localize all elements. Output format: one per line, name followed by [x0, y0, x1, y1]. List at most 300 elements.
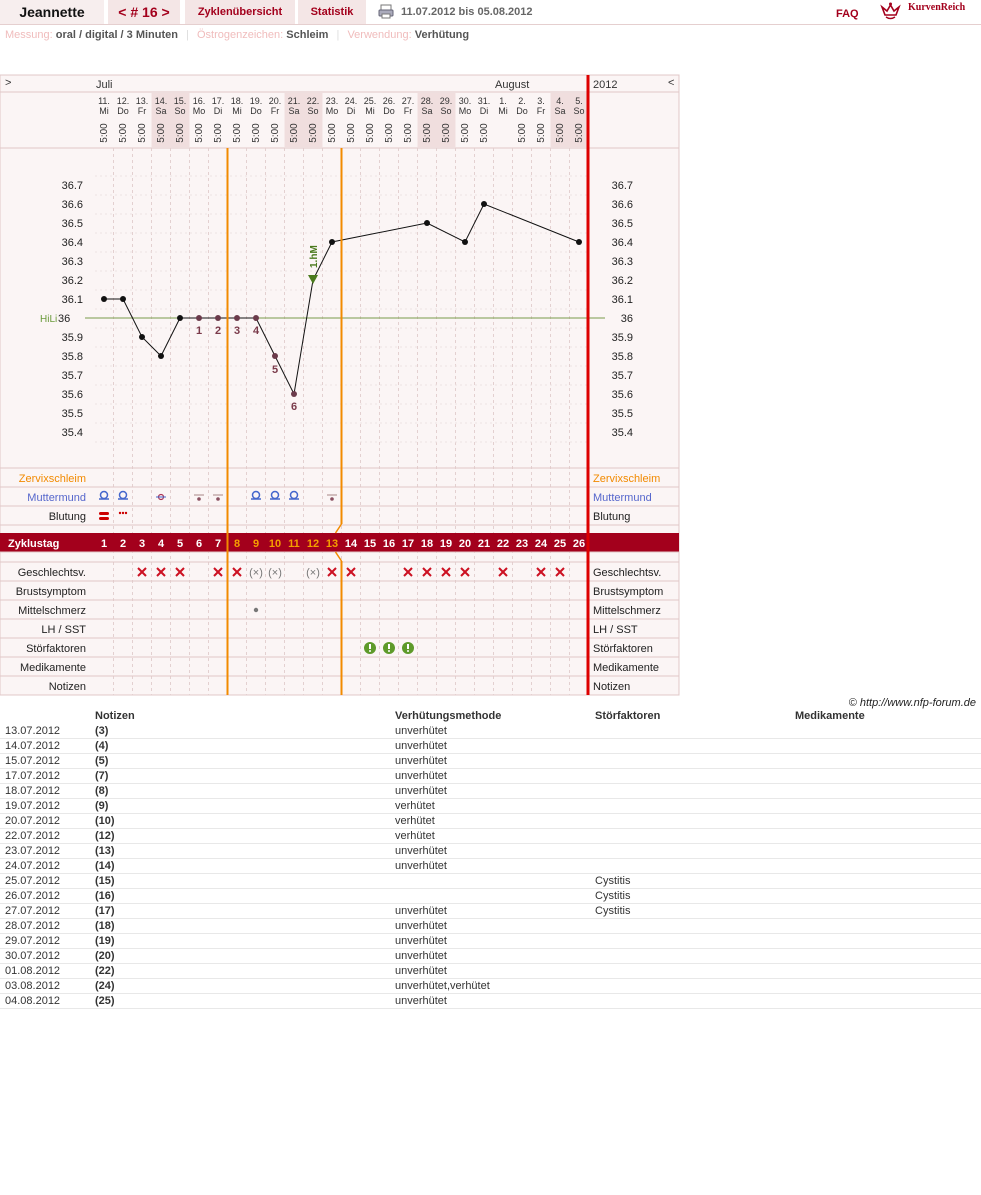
cycle-day-number: 5 [176, 538, 184, 550]
y-tick-label-right: 36.3 [611, 256, 633, 268]
measure-time: 5:00 [365, 123, 376, 143]
row-cycle-day: (14) [95, 859, 395, 874]
header-method: Verhütungsmethode [395, 709, 502, 722]
row-medication [795, 904, 981, 919]
row-disturbance: Cystitis [595, 889, 795, 904]
low-reading-number: 2 [214, 325, 222, 337]
day-date: 13. [135, 96, 149, 106]
cycle-day-number: 4 [157, 538, 165, 550]
temperature-point [120, 296, 126, 302]
nav-left: > [5, 77, 12, 89]
day-weekday: Do [383, 106, 395, 116]
row-medication [795, 949, 981, 964]
day-date: 25. [363, 96, 377, 106]
cycle-day-number: 18 [420, 538, 434, 550]
row-medication [795, 829, 981, 844]
row-label-right: Mittelschmerz [593, 605, 661, 617]
row-disturbance [595, 829, 795, 844]
row-method: unverhütet [395, 949, 595, 964]
cycle-day-number: 8 [233, 538, 241, 550]
cycle-chart [0, 73, 981, 696]
cycle-day-number: 15 [363, 538, 377, 550]
row-cycle-day: (3) [95, 724, 395, 739]
day-weekday: Di [213, 106, 223, 116]
day-weekday: So [307, 106, 319, 116]
row-medication [795, 859, 981, 874]
row-label-left: LH / SST [41, 624, 86, 636]
day-weekday: Sa [155, 106, 167, 116]
day-date: 1. [499, 96, 507, 106]
logo-text: KurvenReich [908, 2, 966, 13]
row-medication [795, 964, 981, 979]
header-disturbances: Störfaktoren [595, 709, 661, 722]
cycle-day-number: 3 [138, 538, 146, 550]
y-tick-label: 35.6 [61, 389, 83, 401]
row-medication [795, 769, 981, 784]
row-disturbance [595, 724, 795, 739]
low-reading-number: 6 [290, 401, 298, 413]
cycle-day-number: 7 [214, 538, 222, 550]
cycle-day-number: 23 [515, 538, 529, 550]
month-label: Juli [96, 79, 113, 91]
table-row [0, 814, 981, 829]
row-cycle-day: (8) [95, 784, 395, 799]
row-medication [795, 739, 981, 754]
row-cycle-day: (5) [95, 754, 395, 769]
notes-table [0, 709, 981, 1009]
row-method: unverhütet [395, 784, 595, 799]
day-weekday: So [440, 106, 452, 116]
row-method: verhütet [395, 799, 595, 814]
y-tick-label: 35.8 [61, 351, 83, 363]
day-date: 29. [439, 96, 453, 106]
y-tick-label: 36 [58, 313, 71, 325]
cycle-day-number: 21 [477, 538, 491, 550]
row-disturbance [595, 814, 795, 829]
measure-time: 5:00 [422, 123, 433, 143]
y-tick-label-right: 36.6 [611, 199, 633, 211]
cycle-day-number: 20 [458, 538, 472, 550]
row-disturbance: Cystitis [595, 904, 795, 919]
header-notes: Notizen [95, 709, 135, 722]
row-label-left: Geschlechtsv. [17, 567, 86, 579]
usage-value: Verhütung [414, 29, 470, 41]
day-date: 22. [306, 96, 320, 106]
measure-label: Messung: [5, 29, 53, 41]
row-cycle-day: (22) [95, 964, 395, 979]
row-cycle-day: (9) [95, 799, 395, 814]
table-row [0, 724, 981, 739]
low-reading-number: 1 [195, 325, 203, 337]
cycle-day-number: 10 [268, 538, 282, 550]
copyright: © http://www.nfp-forum.de [848, 697, 976, 709]
row-disturbance: Cystitis [595, 874, 795, 889]
day-weekday: Mo [192, 106, 206, 116]
row-disturbance [595, 769, 795, 784]
peak-label: 1.hM [309, 245, 320, 268]
cycle-day-number: 16 [382, 538, 396, 550]
header-medication: Medikamente [795, 709, 865, 722]
temperature-point [424, 220, 430, 226]
day-date: 21. [287, 96, 301, 106]
row-date: 29.07.2012 [0, 934, 95, 949]
low-reading-number: 3 [233, 325, 241, 337]
table-row [0, 919, 981, 934]
measure-time: 5:00 [270, 123, 281, 143]
row-medication [795, 844, 981, 859]
table-row [0, 769, 981, 784]
day-date: 27. [401, 96, 415, 106]
estrogen-value: Schleim [286, 29, 329, 41]
disturbance-icon [407, 644, 409, 649]
coverline-label: HiLi [40, 314, 58, 325]
header-spacer [0, 709, 95, 724]
y-tick-label-right: 35.7 [611, 370, 633, 382]
day-date: 5. [575, 96, 583, 106]
row-medication [795, 814, 981, 829]
temperature-point [481, 201, 487, 207]
row-method [395, 874, 595, 889]
table-row [0, 844, 981, 859]
cycle-navigation[interactable]: < # 16 > [108, 0, 180, 24]
y-tick-label: 36.4 [61, 237, 83, 249]
username: Jeannette [0, 0, 104, 24]
row-medication [795, 874, 981, 889]
cervix-low-icon [216, 497, 220, 501]
cervix-low-icon [197, 497, 201, 501]
y-tick-label: 36.3 [61, 256, 83, 268]
separator: | [336, 29, 340, 41]
table-row [0, 904, 981, 919]
row-cycle-day: (15) [95, 874, 395, 889]
row-method: unverhütet [395, 904, 595, 919]
measurement-info [5, 29, 469, 41]
row-date: 28.07.2012 [0, 919, 95, 934]
y-tick-label: 36.1 [61, 294, 83, 306]
row-cycle-day: (20) [95, 949, 395, 964]
row-method: unverhütet [395, 964, 595, 979]
day-date: 30. [458, 96, 472, 106]
temperature-point [329, 239, 335, 245]
year-label: 2012 [593, 79, 618, 91]
row-cycle-day: (18) [95, 919, 395, 934]
row-date: 13.07.2012 [0, 724, 95, 739]
disturbance-icon [388, 650, 390, 652]
cycle-day-number: 26 [572, 538, 586, 550]
measure-time: 5:00 [479, 123, 490, 143]
table-row [0, 739, 981, 754]
day-date: 17. [211, 96, 225, 106]
measure-time: 5:00 [137, 123, 148, 143]
row-label-right: Störfaktoren [593, 643, 653, 655]
row-label-right: LH / SST [593, 624, 638, 636]
row-date: 24.07.2012 [0, 859, 95, 874]
measure-time: 5:00 [118, 123, 129, 143]
month-label: August [495, 79, 530, 91]
row-label-right: Muttermund [593, 492, 652, 504]
cycle-day-number: 11 [288, 538, 300, 550]
table-row [0, 934, 981, 949]
temperature-point [253, 315, 259, 321]
day-weekday: Mi [365, 106, 375, 116]
row-method: unverhütet [395, 724, 595, 739]
separator: | [186, 29, 189, 41]
estrogen-label: Östrogenzeichen: [196, 29, 284, 41]
row-medication [795, 724, 981, 739]
date-range: 11.07.2012 bis 05.08.2012 [401, 6, 533, 18]
day-date: 18. [230, 96, 244, 106]
day-date: 12. [116, 96, 130, 106]
day-date: 26. [382, 96, 396, 106]
table-row [0, 949, 981, 964]
disturbance-icon [407, 650, 409, 652]
y-tick-label-right: 35.5 [611, 408, 633, 420]
y-tick-label: 36.2 [61, 275, 83, 287]
table-row [0, 754, 981, 769]
day-weekday: Mi [99, 106, 109, 116]
cycle-day-number: 17 [401, 538, 415, 550]
row-disturbance [595, 919, 795, 934]
row-disturbance [595, 949, 795, 964]
temperature-point [177, 315, 183, 321]
intercourse-protected-icon: (×) [268, 567, 282, 579]
row-method: unverhütet [395, 859, 595, 874]
y-tick-label: 36.5 [61, 218, 83, 230]
row-cycle-day: (25) [95, 994, 395, 1009]
row-medication [795, 994, 981, 1009]
row-disturbance [595, 799, 795, 814]
measure-value: oral / digital / 3 Minuten [55, 29, 178, 41]
row-date: 18.07.2012 [0, 784, 95, 799]
row-date: 15.07.2012 [0, 754, 95, 769]
usage-label: Verwendung: [347, 29, 412, 41]
day-date: 16. [192, 96, 206, 106]
row-cycle-day: (4) [95, 739, 395, 754]
row-label-right: Brustsymptom [593, 586, 664, 598]
mittelschmerz-dot [254, 608, 258, 612]
day-weekday: Fr [137, 106, 147, 116]
measure-time: 5:00 [460, 123, 471, 143]
table-row [0, 964, 981, 979]
day-weekday: Do [516, 106, 528, 116]
day-date: 23. [325, 96, 339, 106]
row-date: 25.07.2012 [0, 874, 95, 889]
row-label-left: Notizen [48, 681, 86, 693]
y-tick-label: 35.5 [61, 408, 83, 420]
statistics-link[interactable]: Statistik [298, 0, 366, 24]
day-weekday: So [174, 106, 186, 116]
temperature-point [196, 315, 202, 321]
y-tick-label-right: 36 [620, 313, 633, 325]
y-tick-label: 35.7 [61, 370, 83, 382]
row-disturbance [595, 934, 795, 949]
y-tick-label: 36.6 [61, 199, 83, 211]
row-method: unverhütet [395, 934, 595, 949]
row-label-left: Brustsymptom [15, 586, 86, 598]
row-label-right: Notizen [593, 681, 631, 693]
table-row [0, 874, 981, 889]
temperature-point [462, 239, 468, 245]
day-weekday: Sa [554, 106, 566, 116]
day-weekday: Di [346, 106, 356, 116]
row-disturbance [595, 739, 795, 754]
notes-body [0, 724, 981, 1009]
y-tick-label: 36.7 [61, 180, 83, 192]
measure-time: 5:00 [441, 123, 452, 143]
y-tick-label-right: 36.5 [611, 218, 633, 230]
row-method [395, 889, 595, 904]
day-date: 11. [98, 96, 110, 106]
temperature-point [234, 315, 240, 321]
y-tick-label-right: 36.2 [611, 275, 633, 287]
bleeding-spot-icon [125, 512, 127, 514]
day-date: 19. [249, 96, 263, 106]
day-weekday: Mo [325, 106, 339, 116]
day-date: 28. [420, 96, 434, 106]
temperature-point [101, 296, 107, 302]
temperature-point [576, 239, 582, 245]
row-disturbance [595, 844, 795, 859]
bleeding-spot-icon [122, 512, 124, 514]
row-cycle-day: (13) [95, 844, 395, 859]
row-cycle-day: (17) [95, 904, 395, 919]
table-row [0, 889, 981, 904]
row-method: unverhütet [395, 769, 595, 784]
day-weekday: Sa [421, 106, 433, 116]
printer-icon[interactable] [378, 4, 394, 19]
disturbance-icon [388, 644, 390, 649]
bleeding-spot-icon [119, 512, 121, 514]
table-row [0, 979, 981, 994]
y-tick-label-right: 35.4 [611, 427, 633, 439]
y-tick-label: 35.9 [61, 332, 83, 344]
day-weekday: Fr [270, 106, 280, 116]
row-cycle-day: (24) [95, 979, 395, 994]
row-date: 04.08.2012 [0, 994, 95, 1009]
faq-link[interactable]: FAQ [836, 8, 859, 20]
measure-time: 5:00 [251, 123, 262, 143]
temperature-point [272, 353, 278, 359]
row-method: unverhütet [395, 844, 595, 859]
table-row [0, 799, 981, 814]
y-tick-label: 35.4 [61, 427, 83, 439]
row-disturbance [595, 979, 795, 994]
measure-time: 5:00 [574, 123, 585, 143]
day-date: 3. [537, 96, 545, 106]
measure-time: 5:00 [194, 123, 205, 143]
cycle-day-number: 2 [119, 538, 127, 550]
y-tick-label-right: 35.9 [611, 332, 633, 344]
cycle-day-label: Zyklustag [8, 538, 60, 550]
row-method: unverhütet [395, 739, 595, 754]
temperature-point [158, 353, 164, 359]
row-cycle-day: (16) [95, 889, 395, 904]
day-date: 20. [268, 96, 282, 106]
day-date: 4. [556, 96, 564, 106]
temperature-point [291, 391, 297, 397]
temperature-point [139, 334, 145, 340]
table-row [0, 994, 981, 1009]
day-date: 31. [477, 96, 491, 106]
low-reading-number: 4 [252, 325, 260, 337]
bleeding-heavy-icon [99, 517, 109, 520]
top-bar [0, 0, 981, 25]
measure-time: 5:00 [384, 123, 395, 143]
row-cycle-day: (10) [95, 814, 395, 829]
cervix-low-icon [330, 497, 334, 501]
cycle-day-number: 25 [553, 538, 567, 550]
row-label-left: Störfaktoren [26, 643, 86, 655]
cycle-day-number: 14 [344, 538, 358, 550]
cycle-day-number: 12 [306, 538, 320, 550]
bleeding-heavy-icon [99, 512, 109, 515]
row-method: unverhütet [395, 754, 595, 769]
y-tick-label-right: 35.8 [611, 351, 633, 363]
disturbance-icon [369, 650, 371, 652]
cycle-day-number: 9 [252, 538, 260, 550]
measure-time: 5:00 [536, 123, 547, 143]
y-tick-label-right: 36.7 [611, 180, 633, 192]
measure-time: 5:00 [517, 123, 528, 143]
row-medication [795, 799, 981, 814]
row-date: 26.07.2012 [0, 889, 95, 904]
day-weekday: Do [117, 106, 129, 116]
day-weekday: Do [250, 106, 262, 116]
day-weekday: Sa [288, 106, 300, 116]
row-medication [795, 979, 981, 994]
measure-time: 5:00 [213, 123, 224, 143]
cycle-day-number: 13 [325, 538, 339, 550]
day-date: 2. [518, 96, 526, 106]
row-label-left: Muttermund [27, 492, 86, 504]
y-tick-label-right: 36.4 [611, 237, 633, 249]
measure-time: 5:00 [403, 123, 414, 143]
day-date: 14. [154, 96, 168, 106]
cycle-day-number: 19 [439, 538, 453, 550]
day-weekday: Fr [536, 106, 546, 116]
row-date: 22.07.2012 [0, 829, 95, 844]
table-row [0, 859, 981, 874]
row-date: 30.07.2012 [0, 949, 95, 964]
day-date: 24. [344, 96, 358, 106]
cycle-overview-link[interactable]: Zyklenübersicht [185, 0, 295, 24]
row-label-left: Blutung [48, 511, 86, 523]
row-date: 20.07.2012 [0, 814, 95, 829]
row-method: verhütet [395, 829, 595, 844]
row-method: unverhütet [395, 919, 595, 934]
measure-time: 5:00 [555, 123, 566, 143]
row-date: 23.07.2012 [0, 844, 95, 859]
cycle-day-number: 6 [195, 538, 203, 550]
row-disturbance [595, 964, 795, 979]
row-date: 27.07.2012 [0, 904, 95, 919]
row-method: verhütet [395, 814, 595, 829]
row-date: 14.07.2012 [0, 739, 95, 754]
cycle-day-number: 22 [496, 538, 510, 550]
intercourse-protected-icon: (×) [306, 567, 320, 579]
row-date: 17.07.2012 [0, 769, 95, 784]
measure-time: 5:00 [308, 123, 319, 143]
row-cycle-day: (19) [95, 934, 395, 949]
low-reading-number: 5 [271, 364, 279, 376]
row-method: unverhütet [395, 994, 595, 1009]
row-date: 19.07.2012 [0, 799, 95, 814]
row-disturbance [595, 784, 795, 799]
day-weekday: So [573, 106, 585, 116]
row-label-left: Zervixschleim [18, 473, 86, 485]
row-medication [795, 784, 981, 799]
table-row [0, 784, 981, 799]
